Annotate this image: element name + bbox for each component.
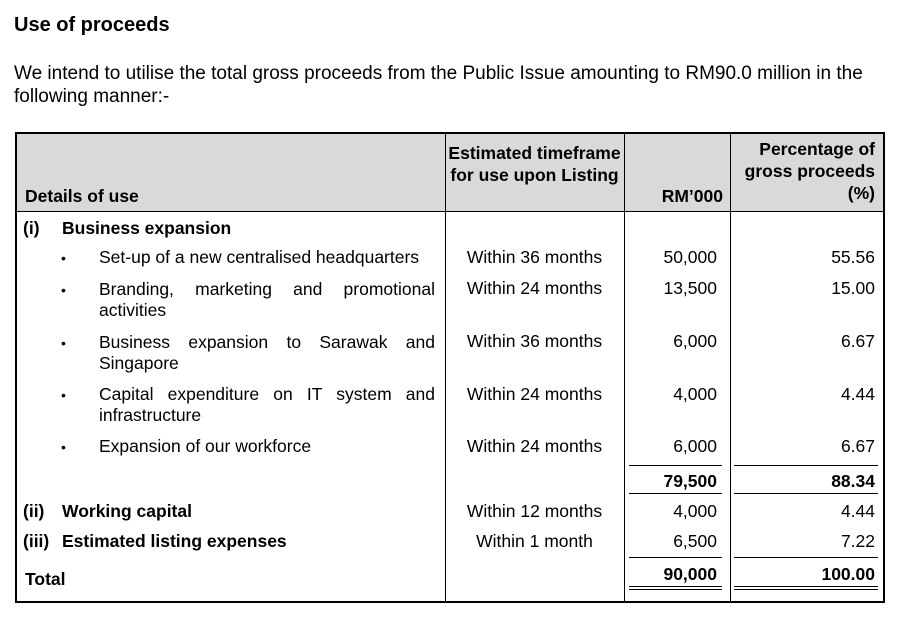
bullet-icon: •	[61, 250, 66, 266]
section-pct: 7.22	[840, 531, 875, 551]
item-timeframe: Within 24 months	[466, 278, 603, 298]
subtotal-rule	[734, 493, 878, 494]
section-timeframe: Within 1 month	[476, 531, 593, 551]
total-pct: 100.00	[821, 564, 875, 584]
header-rm000: RM’000	[661, 186, 723, 206]
item-timeframe: Within 36 months	[466, 247, 603, 267]
item-pct: 15.00	[831, 278, 875, 298]
intro-paragraph: We intend to utilise the total gross proceeds from the Public Issue amounting to RM90.0 million in the following manner:-	[14, 63, 863, 107]
subtotal-pct: 88.34	[831, 471, 875, 491]
item-pct: 6.67	[840, 436, 875, 456]
section-timeframe: Within 12 months	[466, 501, 603, 521]
section-label: Business expansion	[62, 218, 232, 238]
header-details-of-use: Details of use	[25, 186, 139, 206]
item-timeframe: Within 24 months	[466, 436, 603, 456]
total-double-rule	[629, 586, 722, 587]
item-label: Branding, marketing and promotional activities	[99, 279, 435, 320]
section-label: Estimated listing expenses	[62, 531, 287, 551]
subtotal-rule	[629, 493, 722, 494]
header-timeframe: Estimated timeframe for use upon Listing	[448, 143, 621, 185]
total-rule	[629, 557, 722, 558]
total-label: Total	[25, 569, 66, 589]
item-rm: 50,000	[663, 247, 717, 267]
total-double-rule	[734, 589, 878, 590]
item-rm: 6,000	[673, 436, 717, 456]
section-number: (iii)	[23, 531, 50, 551]
section-rm: 6,500	[673, 531, 717, 551]
item-pct: 6.67	[840, 331, 875, 351]
item-pct: 55.56	[831, 247, 875, 267]
section-pct: 4.44	[840, 501, 875, 521]
item-pct: 4.44	[840, 384, 875, 404]
item-label: Business expansion to Sarawak and Singapore	[99, 332, 435, 373]
header-percentage: Percentage of gross proceeds (%)	[744, 139, 875, 203]
item-rm: 13,500	[663, 278, 717, 298]
bullet-icon: •	[61, 387, 66, 403]
total-rule	[734, 557, 878, 558]
total-double-rule	[734, 586, 878, 587]
item-label: Expansion of our workforce	[99, 436, 312, 456]
bullet-icon: •	[61, 335, 66, 351]
item-label: Set-up of a new centralised headquarters	[99, 247, 420, 267]
total-double-rule	[629, 589, 722, 590]
item-label: Capital expenditure on IT system and infrastructure	[99, 384, 435, 425]
item-timeframe: Within 24 months	[466, 384, 603, 404]
item-rm: 4,000	[673, 384, 717, 404]
subtotal-rule	[629, 465, 722, 466]
section-number: (i)	[23, 218, 40, 238]
use-of-proceeds-table	[15, 132, 885, 603]
section-label: Working capital	[62, 501, 192, 521]
item-timeframe: Within 36 months	[466, 331, 603, 351]
header-divider	[17, 211, 883, 212]
item-rm: 6,000	[673, 331, 717, 351]
subtotal-rule	[734, 465, 878, 466]
bullet-icon: •	[61, 439, 66, 455]
subtotal-rm: 79,500	[663, 471, 717, 491]
bullet-icon: •	[61, 282, 66, 298]
section-number: (ii)	[23, 501, 45, 521]
section-rm: 4,000	[673, 501, 717, 521]
total-rm: 90,000	[663, 564, 717, 584]
section-title: Use of proceeds	[14, 14, 170, 36]
